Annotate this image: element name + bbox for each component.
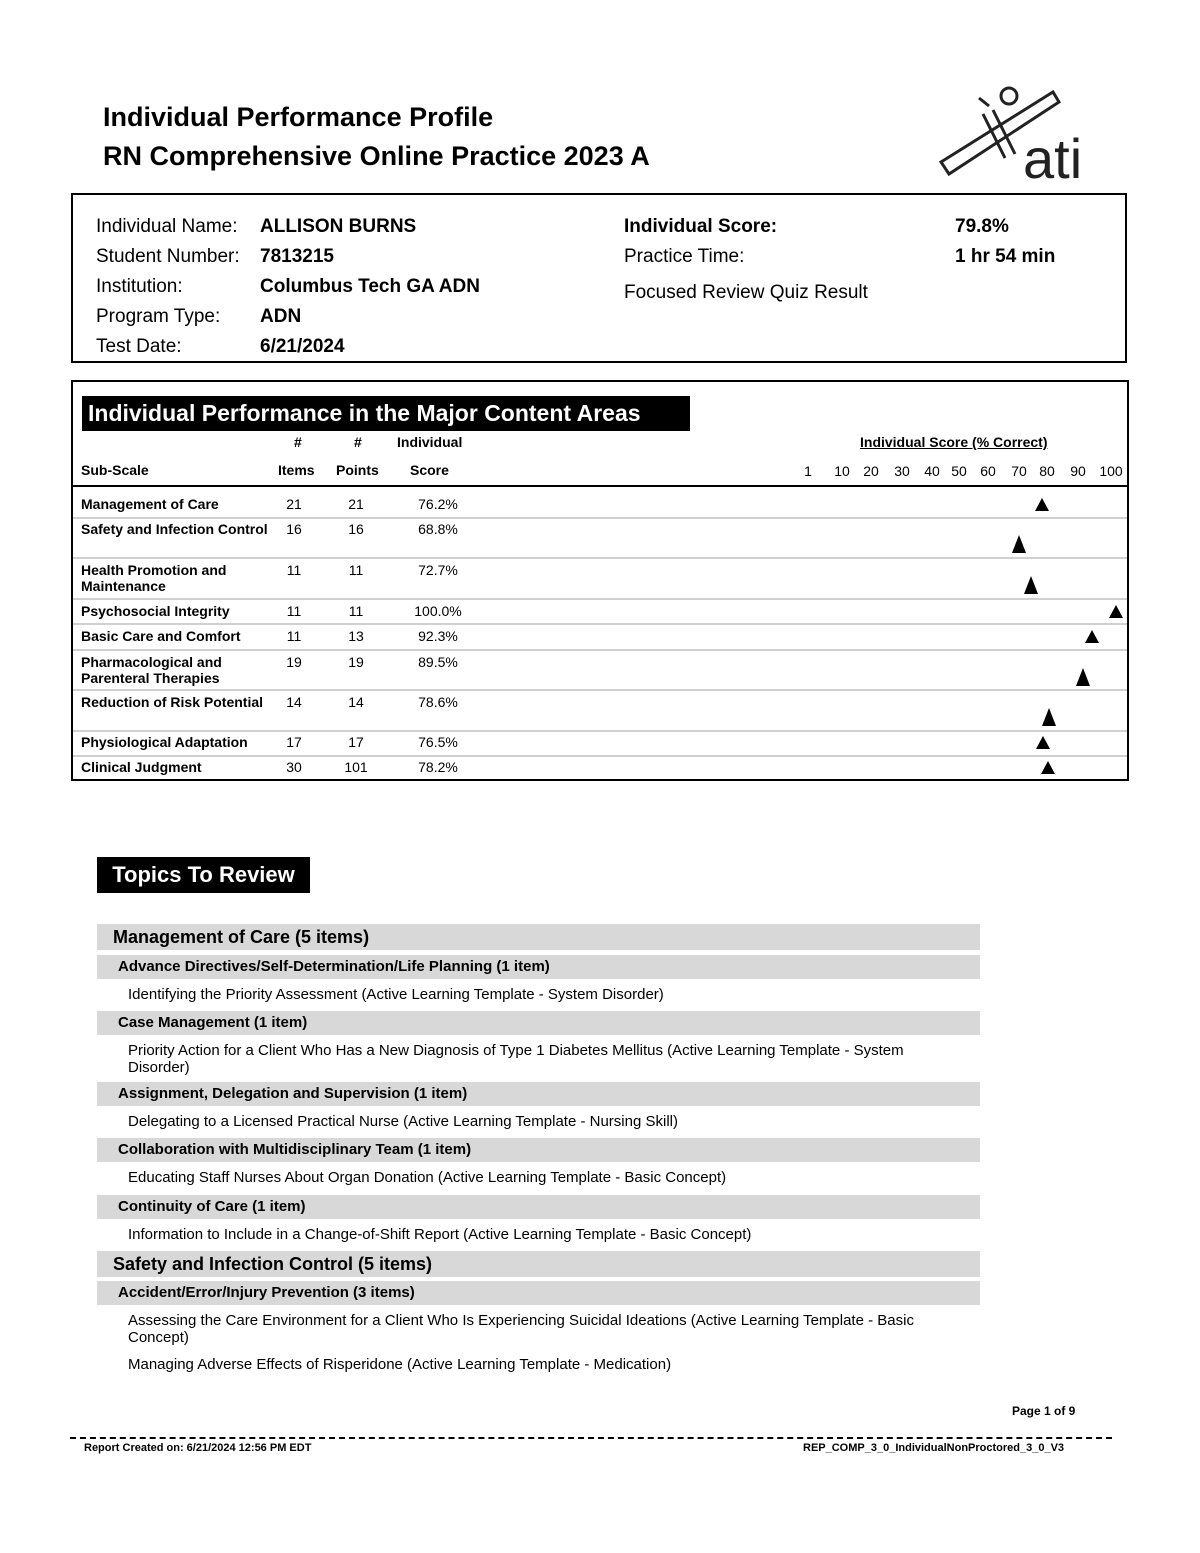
student-number-value: 7813215 [260, 246, 334, 267]
items-col-header: Items [278, 462, 315, 478]
subscale-name: Pharmacological and Parenteral Therapies [81, 654, 222, 686]
scale-tick: 10 [834, 463, 850, 479]
points-count: 16 [348, 521, 364, 537]
points-count: 13 [348, 628, 364, 644]
items-count: 11 [286, 628, 302, 644]
individual-score: 89.5% [418, 654, 458, 670]
points-count: 19 [348, 654, 364, 670]
subtopic-assignment-delegation: Assignment, Delegation and Supervision (1 item) [97, 1082, 980, 1106]
header-divider [73, 485, 1127, 487]
items-count: 11 [286, 603, 302, 619]
score-marker-triangle [1024, 576, 1038, 594]
topic-item: Information to Include in a Change-of-Shift Report (Active Learning Template - Basic Concept) [128, 1226, 752, 1243]
topic-item: Identifying the Priority Assessment (Active Learning Template - System Disorder) [128, 986, 664, 1003]
score-marker-triangle [1109, 605, 1123, 618]
points-col-header-top: # [354, 434, 362, 450]
individual-score: 100.0% [414, 603, 462, 619]
page-number: Page 1 of 9 [1012, 1404, 1076, 1418]
subscale-name: Health Promotion and Maintenance [81, 562, 227, 594]
row-divider [73, 557, 1127, 559]
topic-item: Managing Adverse Effects of Risperidone (Active Learning Template - Medication) [128, 1356, 672, 1373]
score-marker-triangle [1012, 535, 1026, 553]
subscale-name: Psychosocial Integrity [81, 603, 230, 619]
scale-title: Individual Score (% Correct) [860, 434, 1048, 450]
test-date-label: Test Date: [96, 336, 182, 357]
scale-tick: 1 [804, 463, 812, 479]
row-divider [73, 623, 1127, 625]
scale-tick: 100 [1099, 463, 1123, 479]
points-count: 11 [348, 603, 364, 619]
focused-review-link[interactable]: Focused Review Quiz Result [624, 282, 868, 303]
individual-score: 78.2% [418, 759, 458, 775]
practice-time-value: 1 hr 54 min [955, 246, 1056, 267]
row-divider [73, 517, 1127, 519]
practice-time-label: Practice Time: [624, 246, 745, 267]
subtopic-accident-error-injury: Accident/Error/Injury Prevention (3 items) [97, 1281, 980, 1305]
scale-tick: 90 [1070, 463, 1086, 479]
items-count: 17 [286, 734, 302, 750]
items-count: 21 [286, 496, 302, 512]
subscale-name: Reduction of Risk Potential [81, 694, 264, 710]
individual-score: 76.2% [418, 496, 458, 512]
points-count: 14 [348, 694, 364, 710]
score-marker-triangle [1041, 761, 1055, 774]
items-count: 19 [286, 654, 302, 670]
subscale-name: Basic Care and Comfort [81, 628, 241, 644]
scale-tick: 30 [894, 463, 910, 479]
logo-text: ati [1023, 127, 1083, 184]
subscale-name: Management of Care [81, 496, 219, 512]
topic-item: Educating Staff Nurses About Organ Donation (Active Learning Template - Basic Concept) [128, 1169, 727, 1186]
subtopic-case-management: Case Management (1 item) [97, 1011, 980, 1035]
items-count: 11 [286, 562, 302, 578]
topic-item: Assessing the Care Environment for a Client Who Is Experiencing Suicidal Ideations (Active Learning Template - Basic Concept) [128, 1312, 914, 1346]
test-date-value: 6/21/2024 [260, 336, 345, 357]
subscale-name: Clinical Judgment [81, 759, 202, 775]
scale-tick: 80 [1039, 463, 1055, 479]
individual-score-label: Individual Score: [624, 216, 778, 237]
scale-tick: 20 [863, 463, 879, 479]
scale-tick: 70 [1011, 463, 1027, 479]
name-label: Individual Name: [96, 216, 238, 237]
score-marker-triangle [1085, 630, 1099, 643]
points-count: 101 [344, 759, 368, 775]
individual-score: 78.6% [418, 694, 458, 710]
program-type-label: Program Type: [96, 306, 221, 327]
subtopic-advance-directives: Advance Directives/Self-Determination/Life Planning (1 item) [97, 955, 980, 979]
row-divider [73, 689, 1127, 691]
score-marker-triangle [1036, 736, 1050, 749]
items-col-header-top: # [294, 434, 302, 450]
score-marker-triangle [1035, 498, 1049, 511]
footer-divider [70, 1437, 1112, 1439]
row-divider [73, 755, 1127, 757]
name-value: ALLISON BURNS [260, 216, 417, 237]
points-col-header: Points [336, 462, 379, 478]
individual-score: 92.3% [418, 628, 458, 644]
items-count: 16 [286, 521, 302, 537]
topic-item: Priority Action for a Client Who Has a New Diagnosis of Type 1 Diabetes Mellitus (Active Learning Template - System Disorder) [128, 1042, 904, 1076]
row-divider [73, 598, 1127, 600]
individual-score-value: 79.8% [955, 216, 1009, 237]
institution-value: Columbus Tech GA ADN [260, 276, 480, 297]
items-count: 14 [286, 694, 302, 710]
items-count: 30 [286, 759, 302, 775]
scale-tick: 40 [924, 463, 940, 479]
program-type-value: ADN [260, 306, 302, 327]
report-created: Report Created on: 6/21/2024 12:56 PM EDT [84, 1442, 312, 1454]
topic-item: Delegating to a Licensed Practical Nurse (Active Learning Template - Nursing Skill) [128, 1113, 678, 1130]
page-title: Individual Performance Profile [103, 102, 494, 132]
student-number-label: Student Number: [96, 246, 240, 267]
content-areas-heading: Individual Performance in the Major Content Areas [82, 396, 690, 431]
subscale-name: Safety and Infection Control [81, 521, 268, 537]
scale-tick: 50 [951, 463, 967, 479]
row-divider [73, 649, 1127, 651]
subscale-name: Physiological Adaptation [81, 734, 248, 750]
score-marker-triangle [1076, 668, 1090, 686]
topics-heading: Topics To Review [97, 857, 310, 893]
points-count: 11 [348, 562, 364, 578]
row-divider [73, 730, 1127, 732]
category-header-safety-infection-control: Safety and Infection Control (5 items) [97, 1251, 980, 1277]
score-col-header: Score [410, 462, 449, 478]
score-marker-triangle [1042, 708, 1056, 726]
subscale-col-header: Sub-Scale [81, 462, 149, 478]
points-count: 17 [348, 734, 364, 750]
points-count: 21 [348, 496, 364, 512]
report-id: REP_COMP_3_0_IndividualNonProctored_3_0_V3 [803, 1442, 1065, 1454]
ati-logo-icon [935, 84, 1105, 184]
score-col-header-top: Individual [397, 434, 463, 450]
subtopic-continuity-of-care: Continuity of Care (1 item) [97, 1195, 980, 1219]
ati-logo [935, 84, 1105, 184]
test-title: RN Comprehensive Online Practice 2023 A [103, 141, 650, 171]
individual-score: 76.5% [418, 734, 458, 750]
category-header-management-of-care: Management of Care (5 items) [97, 924, 980, 950]
individual-score: 68.8% [418, 521, 458, 537]
scale-tick: 60 [980, 463, 996, 479]
subtopic-collaboration: Collaboration with Multidisciplinary Team (1 item) [97, 1138, 980, 1162]
institution-label: Institution: [96, 276, 183, 297]
individual-score: 72.7% [418, 562, 458, 578]
